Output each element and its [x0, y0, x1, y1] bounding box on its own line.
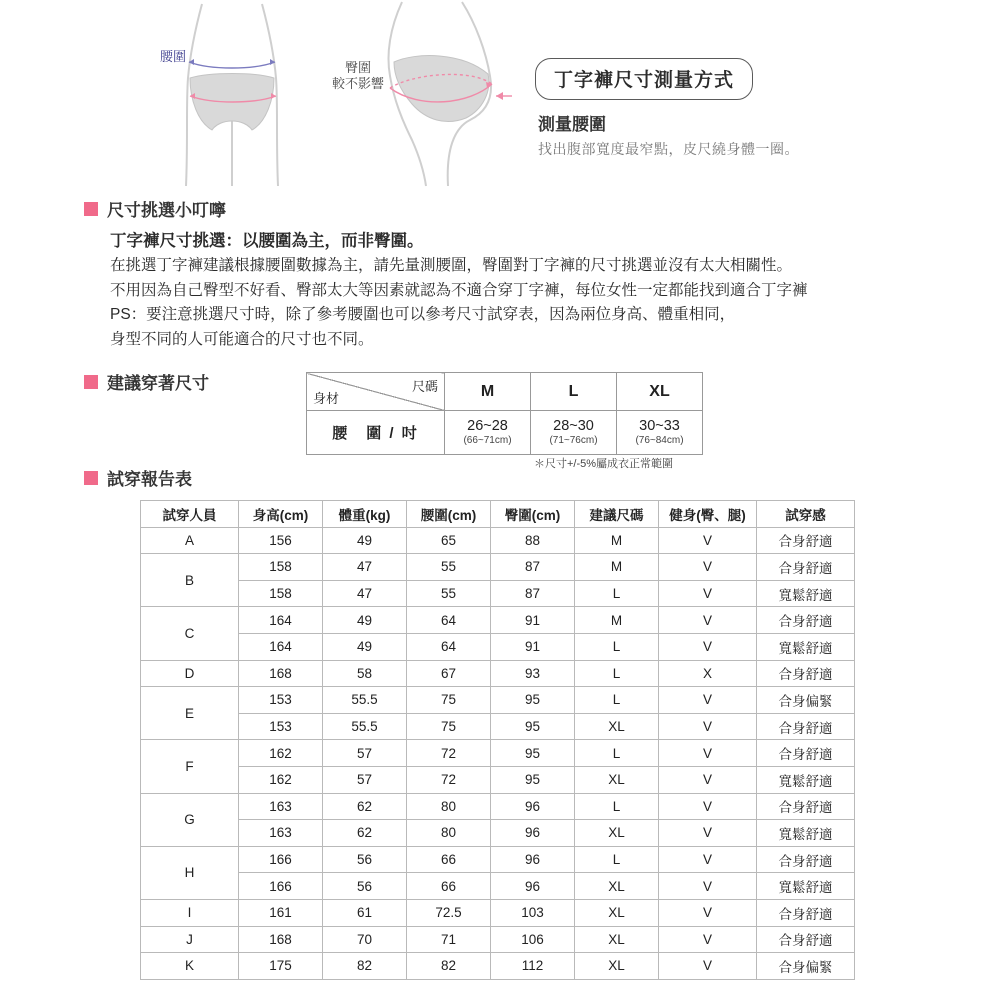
fitting-report-wrapper [140, 500, 855, 980]
table-row [141, 899, 855, 926]
report-cell: 寬鬆舒適 [757, 580, 855, 607]
report-cell: 153 [239, 713, 323, 740]
table-row [141, 740, 855, 767]
table-row [141, 527, 855, 554]
report-cell: 96 [491, 846, 575, 873]
report-cell: 合身舒適 [757, 527, 855, 554]
report-cell: 72 [407, 740, 491, 767]
hip-label-line1: 臀圍 [345, 60, 372, 75]
report-person-F: F [141, 740, 239, 793]
report-cell: 88 [491, 527, 575, 554]
table-row [141, 873, 855, 900]
report-cell: 168 [239, 926, 323, 953]
table-row [141, 846, 855, 873]
size-chart-table [306, 372, 703, 455]
report-person-K: K [141, 953, 239, 980]
section-heading-tips [84, 196, 226, 221]
report-cell: 合身舒適 [757, 554, 855, 581]
report-header-7: 試穿感 [757, 501, 855, 528]
report-cell: M [575, 607, 659, 634]
table-row [141, 953, 855, 980]
table-row [141, 793, 855, 820]
report-cell: 合身舒適 [757, 713, 855, 740]
fitting-report-body [141, 527, 855, 979]
report-cell: V [659, 846, 757, 873]
report-cell: 57 [323, 766, 407, 793]
table-row [141, 633, 855, 660]
table-row [141, 687, 855, 714]
report-cell: 合身舒適 [757, 846, 855, 873]
table-row [141, 660, 855, 687]
report-cell: 62 [323, 793, 407, 820]
report-cell: V [659, 527, 757, 554]
report-cell: 71 [407, 926, 491, 953]
report-header-5: 建議尺碼 [575, 501, 659, 528]
size-chart-header-row [307, 373, 703, 411]
report-cell: XL [575, 899, 659, 926]
report-header-0: 試穿人員 [141, 501, 239, 528]
report-cell: 156 [239, 527, 323, 554]
report-cell: V [659, 766, 757, 793]
size-value-l-cm: (71~76cm) [549, 435, 598, 447]
report-cell: 寬鬆舒適 [757, 873, 855, 900]
measure-waist-description: 找出腹部寬度最窄點，皮尺繞身體一圈。 [538, 141, 799, 157]
tips-line-2: 在挑選丁字褲建議根據腰圍數據為主，請先量測腰圍，臀圍對丁字褲的尺寸挑選並沒有太大相關性。 [110, 257, 793, 275]
report-cell: 49 [323, 607, 407, 634]
report-cell: 55.5 [323, 687, 407, 714]
table-row [141, 766, 855, 793]
report-cell: 96 [491, 793, 575, 820]
report-cell: 72 [407, 766, 491, 793]
report-cell: XL [575, 873, 659, 900]
table-row [141, 926, 855, 953]
report-cell: L [575, 740, 659, 767]
tips-line-5: 身型不同的人可能適合的尺寸也不同。 [110, 330, 374, 348]
fitting-report-table [140, 500, 855, 980]
report-cell: 95 [491, 687, 575, 714]
report-cell: L [575, 687, 659, 714]
report-cell: 56 [323, 846, 407, 873]
bullet-square-icon [84, 471, 98, 485]
report-cell: 175 [239, 953, 323, 980]
report-cell: 58 [323, 660, 407, 687]
table-row [141, 713, 855, 740]
report-cell: 合身舒適 [757, 899, 855, 926]
report-cell: 96 [491, 820, 575, 847]
waist-label: 腰圍 [160, 49, 187, 64]
report-person-D: D [141, 660, 239, 687]
report-cell: 93 [491, 660, 575, 687]
report-cell: 91 [491, 633, 575, 660]
report-cell: 合身舒適 [757, 793, 855, 820]
report-cell: 49 [323, 527, 407, 554]
size-row-label-waist: 腰 圍 / 吋 [307, 411, 445, 455]
report-cell: 65 [407, 527, 491, 554]
report-cell: V [659, 580, 757, 607]
report-cell: 寬鬆舒適 [757, 633, 855, 660]
report-person-G: G [141, 793, 239, 846]
size-value-m-cm: (66~71cm) [463, 435, 512, 447]
illustration-area [0, 0, 1000, 188]
report-cell: 寬鬆舒適 [757, 820, 855, 847]
size-value-xl-inch: 30~33 [639, 418, 680, 435]
report-cell: V [659, 873, 757, 900]
report-cell: XL [575, 926, 659, 953]
report-cell: 103 [491, 899, 575, 926]
report-cell: XL [575, 953, 659, 980]
report-cell: V [659, 633, 757, 660]
bullet-square-icon [84, 375, 98, 389]
size-value-l-inch: 28~30 [553, 418, 594, 435]
tips-line-1: 丁字褲尺寸挑選：以腰圍為主，而非臀圍。 [110, 232, 424, 250]
report-cell: 47 [323, 580, 407, 607]
table-row [141, 580, 855, 607]
report-cell: 62 [323, 820, 407, 847]
size-value-xl-cm: (76~84cm) [635, 435, 684, 447]
report-header-4: 臀圍(cm) [491, 501, 575, 528]
body-figures-illustration [140, 0, 540, 188]
report-cell: XL [575, 766, 659, 793]
report-cell: 57 [323, 740, 407, 767]
table-row [141, 607, 855, 634]
report-cell: 合身偏緊 [757, 953, 855, 980]
report-cell: V [659, 953, 757, 980]
report-header-2: 體重(kg) [323, 501, 407, 528]
report-cell: 168 [239, 660, 323, 687]
report-cell: 80 [407, 793, 491, 820]
report-cell: 166 [239, 873, 323, 900]
table-header-row [141, 501, 855, 528]
report-header-6: 健身(臀、腿) [659, 501, 757, 528]
tips-line-4: PS：要注意挑選尺寸時，除了參考腰圍也可以參考尺寸試穿表，因為兩位身高、體重相同， [110, 306, 736, 324]
report-cell: 161 [239, 899, 323, 926]
recommend-heading-label: 建議穿著尺寸 [107, 374, 209, 393]
report-cell: 87 [491, 580, 575, 607]
report-cell: L [575, 633, 659, 660]
corner-row-label: 身材 [313, 391, 340, 406]
report-cell: 96 [491, 873, 575, 900]
report-cell: L [575, 660, 659, 687]
report-person-A: A [141, 527, 239, 554]
table-row [141, 820, 855, 847]
hip-label-line2: 較不影響 [332, 76, 385, 92]
report-cell: L [575, 580, 659, 607]
size-value-m [445, 411, 531, 455]
size-header-l: L [531, 373, 617, 411]
report-cell: 61 [323, 899, 407, 926]
size-value-xl [617, 411, 703, 455]
tips-heading-label: 尺寸挑選小叮嚀 [107, 201, 226, 220]
report-cell: 112 [491, 953, 575, 980]
report-cell: V [659, 607, 757, 634]
report-cell: 158 [239, 580, 323, 607]
tips-paragraph [110, 228, 970, 352]
report-person-B: B [141, 554, 239, 607]
report-person-C: C [141, 607, 239, 660]
report-person-J: J [141, 926, 239, 953]
report-cell: 153 [239, 687, 323, 714]
report-cell: M [575, 527, 659, 554]
report-cell: L [575, 793, 659, 820]
report-cell: 合身偏緊 [757, 687, 855, 714]
report-cell: 64 [407, 607, 491, 634]
report-cell: 56 [323, 873, 407, 900]
report-cell: 合身舒適 [757, 607, 855, 634]
report-cell: 66 [407, 873, 491, 900]
report-cell: 163 [239, 820, 323, 847]
size-header-xl: XL [617, 373, 703, 411]
report-cell: L [575, 846, 659, 873]
report-cell: 82 [407, 953, 491, 980]
report-cell: 75 [407, 713, 491, 740]
report-cell: 55 [407, 580, 491, 607]
report-cell: V [659, 687, 757, 714]
tips-line-3: 不用因為自己臀型不好看、臀部太大等因素就認為不適合穿丁字褲，每位女性一定都能找到適合丁字褲 [110, 281, 808, 299]
report-cell: XL [575, 820, 659, 847]
measure-method-title: 丁字褲尺寸測量方式 [535, 58, 753, 100]
size-value-l [531, 411, 617, 455]
report-cell: 合身舒適 [757, 740, 855, 767]
report-cell: 162 [239, 740, 323, 767]
report-cell: 67 [407, 660, 491, 687]
report-cell: M [575, 554, 659, 581]
report-cell: 70 [323, 926, 407, 953]
report-cell: 82 [323, 953, 407, 980]
report-cell: 80 [407, 820, 491, 847]
section-heading-fitting-report [84, 465, 192, 490]
size-value-m-inch: 26~28 [467, 418, 508, 435]
report-cell: 55 [407, 554, 491, 581]
report-person-E: E [141, 687, 239, 740]
fitting-report-head [141, 501, 855, 528]
report-cell: 166 [239, 846, 323, 873]
report-cell: XL [575, 713, 659, 740]
report-header-1: 身高(cm) [239, 501, 323, 528]
report-cell: 72.5 [407, 899, 491, 926]
corner-col-label: 尺碼 [411, 379, 438, 394]
report-cell: 95 [491, 713, 575, 740]
report-cell: 162 [239, 766, 323, 793]
report-cell: X [659, 660, 757, 687]
report-cell: 164 [239, 633, 323, 660]
report-person-I: I [141, 899, 239, 926]
section-heading-recommended-size [84, 369, 209, 394]
report-cell: V [659, 793, 757, 820]
report-cell: 87 [491, 554, 575, 581]
report-cell: 合身舒適 [757, 660, 855, 687]
report-cell: 55.5 [323, 713, 407, 740]
size-chart-table-wrapper [306, 372, 703, 455]
report-header-3: 腰圍(cm) [407, 501, 491, 528]
report-cell: V [659, 926, 757, 953]
size-header-m: M [445, 373, 531, 411]
hip-label [332, 60, 384, 93]
report-cell: 95 [491, 766, 575, 793]
report-cell: 75 [407, 687, 491, 714]
size-chart-corner-cell [307, 373, 445, 411]
size-chart-note: ＊尺寸+/-5%屬成衣正常範圍 [534, 458, 674, 470]
report-cell: 91 [491, 607, 575, 634]
report-heading-label: 試穿報告表 [107, 470, 192, 489]
table-row [141, 554, 855, 581]
report-cell: V [659, 554, 757, 581]
measure-waist-heading: 測量腰圍 [538, 115, 606, 134]
report-cell: V [659, 820, 757, 847]
report-cell: 106 [491, 926, 575, 953]
report-cell: 158 [239, 554, 323, 581]
bullet-square-icon [84, 202, 98, 216]
report-person-H: H [141, 846, 239, 899]
report-cell: V [659, 740, 757, 767]
report-cell: 合身舒適 [757, 926, 855, 953]
report-cell: 163 [239, 793, 323, 820]
report-cell: 95 [491, 740, 575, 767]
report-cell: 66 [407, 846, 491, 873]
report-cell: V [659, 713, 757, 740]
report-cell: V [659, 899, 757, 926]
report-cell: 64 [407, 633, 491, 660]
report-cell: 49 [323, 633, 407, 660]
report-cell: 寬鬆舒適 [757, 766, 855, 793]
report-cell: 47 [323, 554, 407, 581]
size-chart-waist-row [307, 411, 703, 455]
report-cell: 164 [239, 607, 323, 634]
